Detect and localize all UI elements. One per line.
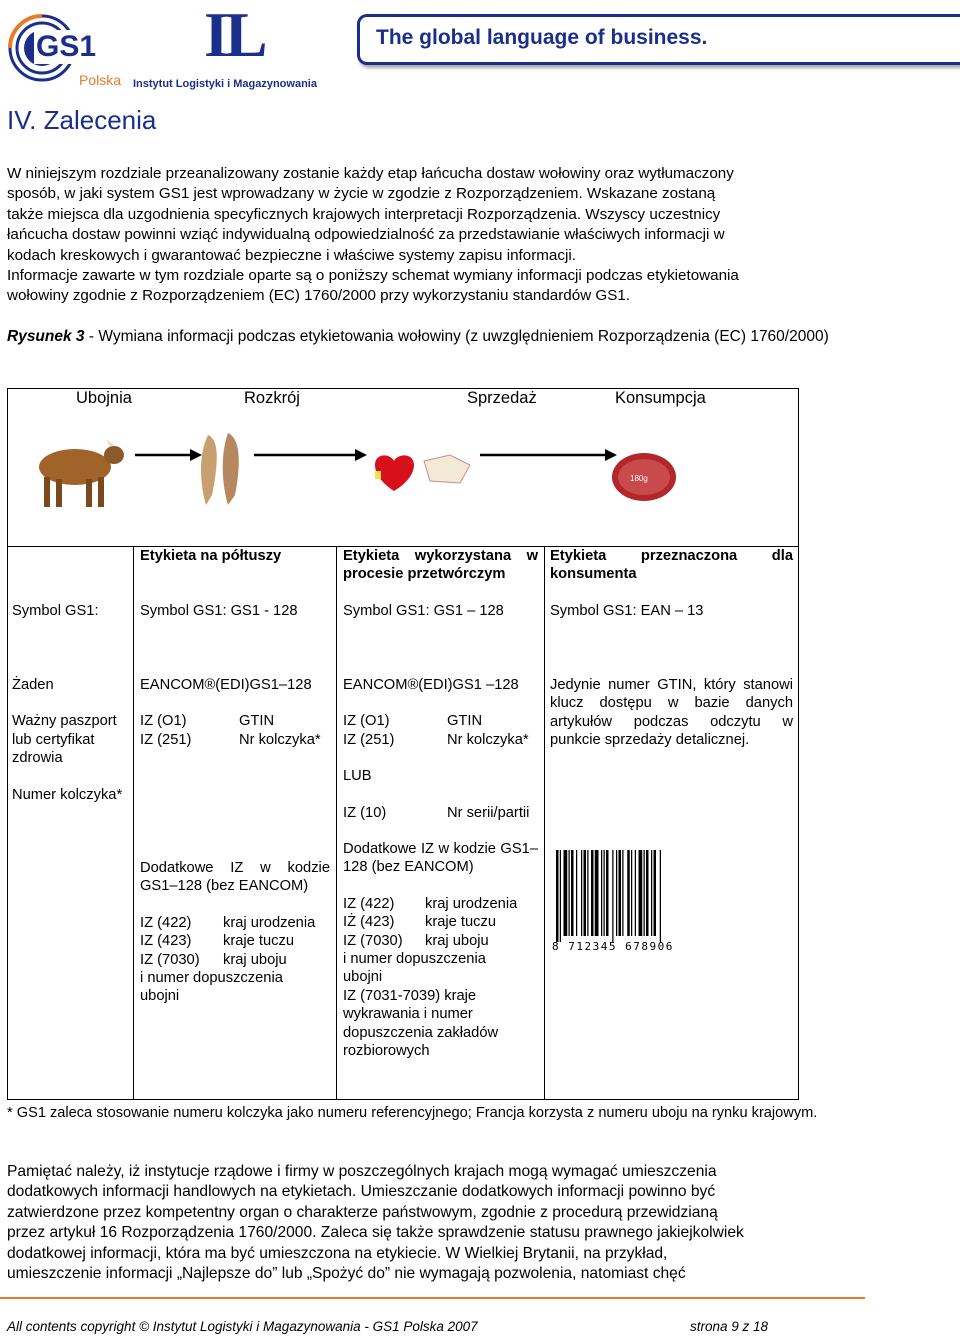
barcode-bar xyxy=(612,850,613,942)
closing-line: zatwierdzone przez kompetentny organ o charakterze państwowym, zgodnie z procedurą przewidzianą xyxy=(7,1203,718,1221)
barcode-bar xyxy=(571,850,574,936)
barcode-bar xyxy=(556,850,559,942)
ai-code: IZ (422) xyxy=(343,895,395,912)
col1-item: Ważny paszport lub certyfikat zdrowia xyxy=(12,713,117,767)
col3-extra-tail: IZ (7031-7039) kraje xyxy=(343,987,477,1004)
ai-desc: kraj urodzenia xyxy=(425,895,518,912)
barcode-bar xyxy=(576,850,577,936)
carcass-icon xyxy=(201,433,239,505)
col2-extra-tail: ubojni xyxy=(140,988,180,1005)
col3-lub: LUB xyxy=(343,768,372,785)
ai-desc: kraj uboju xyxy=(223,951,287,968)
ai-code: IZ (251) xyxy=(343,731,395,748)
col3-extra-tail: wykrawania i numer xyxy=(343,1006,473,1023)
barcode-bar xyxy=(601,850,602,936)
barcode-bar xyxy=(631,850,632,936)
ai-desc: Nr kolczyka* xyxy=(239,731,321,748)
intro-line: sposób, w jaki system GS1 jest wprowadzany w życie w zgodzie z Rozporządzeniem. Wskazane zostaną xyxy=(7,185,716,203)
intro-line: Informacje zawarte w tym rozdziale oparte są o poniższy schemat wymiany informacji podczas etykietowania xyxy=(7,267,739,285)
barcode-digits: 8 712345 678906 xyxy=(552,940,674,953)
col3-extra-tail: dopuszczenia zakładów xyxy=(343,1024,499,1041)
figure-caption xyxy=(7,327,860,348)
stage-sprzedaz: Sprzedaż xyxy=(467,389,537,407)
arrow-icon xyxy=(254,449,367,461)
gs1-logo-text: GS1 xyxy=(36,30,97,63)
barcode-bar xyxy=(591,850,594,936)
ai-desc: kraje tuczu xyxy=(223,933,295,950)
stage-rozkroj: Rozkrój xyxy=(244,389,300,407)
barcode-bar xyxy=(619,850,622,936)
col3-extra-tail: rozbiorowych xyxy=(343,1043,430,1060)
ai-desc: Nr kolczyka* xyxy=(447,731,529,748)
stage-konsumpcja: Konsumpcja xyxy=(615,389,706,407)
col2-extra-title: Dodatkowe IZ w kodzie GS1–128 (bez EANCOM) xyxy=(140,860,330,895)
ai-code: IZ (O1) xyxy=(343,713,390,730)
closing-line: dodatkowej informacji, która ma być umieszczona na etykiecie. W Wielkiej Brytanii, na przykład, xyxy=(7,1244,668,1262)
col2-symbol: Symbol GS1: GS1 - 128 xyxy=(140,603,298,619)
closing-paragraph xyxy=(7,1162,860,1284)
col2-extra-tail: i numer dopuszczenia xyxy=(140,970,283,987)
col3-extra-tail: i numer dopuszczenia xyxy=(343,951,486,968)
col1-content xyxy=(12,676,130,804)
cow-icon xyxy=(39,439,124,507)
intro-line: także miejsca dla uzgodnienia specyficznych krajowych interpretacji Rozporządzenia. Wszyscy uczestnicy xyxy=(7,205,721,223)
intro-line: W niniejszym rozdziale przeanalizowany zostanie każdy etap łańcucha dostaw wołowiny oraz wytłumaczony xyxy=(7,165,734,182)
package-label: 180g xyxy=(630,474,648,483)
barcode-bar xyxy=(560,850,561,942)
gs1-logo xyxy=(6,8,122,90)
col2-title: Etykieta na półtuszy xyxy=(140,548,282,564)
closing-line: Pamiętać należy, iż instytucje rządowe i firmy w poszczególnych krajach mogą wymagać umieszczenia xyxy=(7,1163,717,1180)
barcode-bar xyxy=(604,850,605,936)
supply-chain-illustration xyxy=(30,425,730,525)
ai-desc: Nr serii/partii xyxy=(447,804,530,821)
barcode-bar xyxy=(651,850,652,936)
ai-desc: kraj uboju xyxy=(425,932,489,949)
barcode-bar xyxy=(639,850,643,936)
barcode-bar xyxy=(569,850,570,936)
closing-line: umieszczenie informacji „Najlepsze do” lub „Spożyć do” nie wymagają pozwolenia, natomiast chęć xyxy=(7,1265,686,1283)
ai-code: IZ (7030) xyxy=(343,932,403,949)
ilim-logo-text: IL xyxy=(204,0,264,70)
barcode-bar xyxy=(581,850,582,936)
tagline-box xyxy=(357,14,960,65)
gs1-logo-sub: Polska xyxy=(79,72,122,88)
packaged-meat-icon xyxy=(612,453,676,501)
page-title: IV. Zalecenia xyxy=(7,105,157,135)
col3-content xyxy=(343,676,541,822)
col3-title: Etykieta wykorzystana w procesie przetwórczym xyxy=(343,548,538,583)
footnote: * GS1 zaleca stosowanie numeru kolczyka jako numeru referencyjnego; Francja korzysta z numeru uboju na rynku krajowym. xyxy=(7,1105,818,1121)
ai-desc: GTIN xyxy=(447,713,483,730)
ai-code: IZ (O1) xyxy=(140,713,187,730)
barcode-bar xyxy=(616,850,617,936)
intro-line: kodach kreskowych i gwarantować bezpieczne i właściwe systemy zapisu informacji. xyxy=(7,246,576,264)
figure-caption-text: - Wymiana informacji podczas etykietowania wołowiny (z uwzględnieniem Rozporządzenia (EC) 1760/2000) xyxy=(84,328,829,345)
ilim-logo xyxy=(130,0,320,90)
barcode-icon xyxy=(552,848,707,944)
barcode-bar xyxy=(627,850,630,936)
footer-copyright: All contents copyright © Instytut Logistyki i Magazynowania - GS1 Polska 2007 xyxy=(7,1319,478,1334)
meat-cuts-icon xyxy=(375,455,470,491)
tagline: The global language of business. xyxy=(376,26,708,49)
col3-eancom: EANCOM®(EDI)GS1 –128 xyxy=(343,677,519,693)
col1-item: Żaden xyxy=(12,677,54,693)
footer-page-number: strona 9 z 18 xyxy=(690,1319,769,1334)
arrow-icon xyxy=(135,449,202,461)
ai-desc: GTIN xyxy=(239,713,275,730)
col3-extra-title: Dodatkowe IZ w kodzie GS1–128 (bez EANCOM) xyxy=(343,841,538,876)
barcode-bar xyxy=(564,850,568,936)
footer-rule xyxy=(0,1297,865,1299)
ai-desc: kraj urodzenia xyxy=(223,914,316,931)
col3-extra xyxy=(343,840,538,1060)
barcode-bar xyxy=(587,850,588,936)
barcode-bar xyxy=(646,850,649,936)
col1-item: Numer kolczyka* xyxy=(12,786,123,803)
col2-extra xyxy=(140,859,330,1006)
ai-code: IZ (10) xyxy=(343,804,387,821)
ai-code: IZ (251) xyxy=(140,731,192,748)
stage-ubojnia: Ubojnia xyxy=(76,389,132,407)
barcode-bar xyxy=(584,850,587,936)
ai-code: IZ (422) xyxy=(140,914,192,931)
col2-content xyxy=(140,676,332,749)
barcode-bar xyxy=(606,850,609,936)
figure-label: Rysunek 3 xyxy=(7,328,85,345)
col3-extra-tail: ubojni xyxy=(343,969,383,986)
barcode-bar xyxy=(654,850,657,936)
col4-symbol: Symbol GS1: EAN – 13 xyxy=(550,603,704,619)
barcode-bar xyxy=(660,850,661,942)
intro-line: wołowiny zgodnie z Rozporządzeniem (EC) 1760/2000 przy wykorzystaniu standardów GS1. xyxy=(7,287,630,305)
column-divider xyxy=(544,546,545,1100)
arrow-icon xyxy=(480,449,617,461)
col3-symbol: Symbol GS1: GS1 – 128 xyxy=(343,603,504,619)
ilim-logo-sub: Instytut Logistyki i Magazynowania xyxy=(133,78,317,90)
column-divider xyxy=(336,546,337,1100)
ai-desc: kraje tuczu xyxy=(425,914,497,931)
barcode-bar xyxy=(635,850,636,936)
ai-code: IŻ (423) xyxy=(343,914,395,931)
ean13-barcode xyxy=(552,848,707,956)
ai-code: IZ (423) xyxy=(140,933,192,950)
col4-title: Etykieta przeznaczona dla konsumenta xyxy=(550,548,793,583)
ai-code: IZ (7030) xyxy=(140,951,200,968)
intro-paragraph xyxy=(7,164,860,307)
barcode-bar xyxy=(644,850,645,936)
intro-line: łańcucha dostaw powinni wziąć indywidualną odpowiedzialność za przedstawianie właściwych informacji w xyxy=(7,226,725,244)
closing-line: przez artykuł 16 Rozporządzenia 1760/2000. Zaleca się także sprawdzenie statusu prawnego jakiejkolwiek xyxy=(7,1224,744,1242)
col1-symbol: Symbol GS1: xyxy=(12,603,99,619)
col2-eancom: EANCOM®(EDI)GS1–128 xyxy=(140,677,312,693)
barcode-bar xyxy=(595,850,599,936)
column-divider xyxy=(133,546,134,1100)
col4-desc: Jedynie numer GTIN, który stanowi klucz dostępu w bazie danych artykułów podczas odczytu w punkcie sprzedaży detalicznej. xyxy=(550,677,793,749)
barcode-bar xyxy=(622,850,623,936)
closing-line: dodatkowych informacji handlowych na etykietach. Umieszczanie dodatkowych informacji powinno być xyxy=(7,1183,716,1201)
